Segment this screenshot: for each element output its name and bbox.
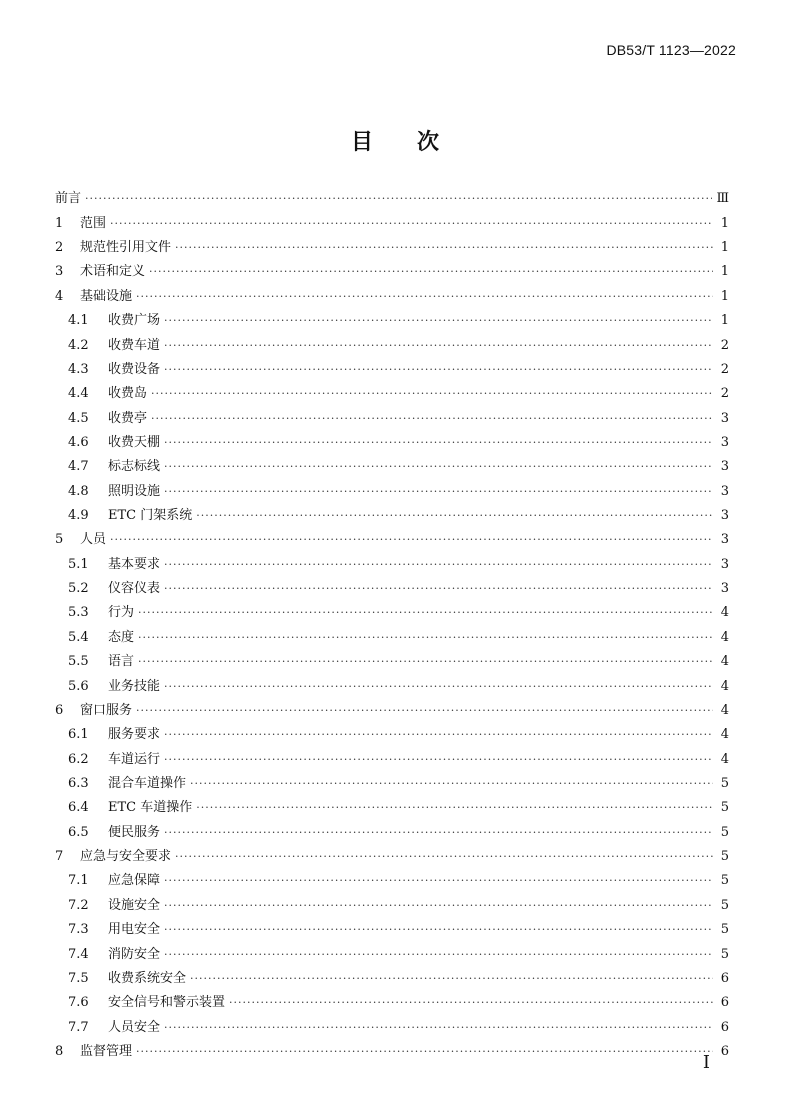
- toc-entry-page: 1: [720, 264, 729, 280]
- toc-entry-title: 收费设备: [108, 361, 161, 377]
- toc-entry-number: 7.2: [68, 897, 89, 913]
- toc-leader-dots: [164, 581, 713, 597]
- toc-entry-page: 3: [720, 483, 729, 499]
- toc-entry-title: 基本要求: [108, 556, 161, 572]
- toc-entry-number: 4.7: [68, 459, 89, 475]
- toc-leader-dots: [151, 411, 713, 427]
- toc-leader-dots: [138, 654, 713, 670]
- toc-entry-number: 4.4: [68, 386, 89, 402]
- toc-leader-dots: [164, 362, 713, 378]
- toc-leader-dots: [190, 971, 713, 987]
- toc-title-char: 次: [417, 129, 440, 155]
- toc-entry-title: 范围: [80, 215, 107, 231]
- toc-entry[interactable]: [55, 621, 729, 645]
- toc-entry-number: 4.8: [68, 483, 89, 499]
- toc-entry[interactable]: [55, 207, 729, 231]
- toc-leader-dots: [164, 727, 713, 743]
- toc-entry-title: 人员: [80, 532, 107, 548]
- toc-entry-page: 6: [720, 1019, 729, 1035]
- toc-leader-dots: [164, 752, 713, 768]
- toc-entry[interactable]: [55, 938, 729, 962]
- toc-entry[interactable]: [55, 548, 729, 572]
- toc-entry-page: 5: [720, 873, 729, 889]
- toc-entry-page: 5: [720, 946, 729, 962]
- toc-entry-title: 业务技能: [108, 678, 161, 694]
- toc-entry-title: 行为: [108, 605, 135, 621]
- toc-leader-dots: [196, 508, 713, 524]
- toc-entry[interactable]: [55, 354, 729, 378]
- toc-entry-page: 2: [720, 337, 729, 353]
- toc-entry-page: 4: [720, 605, 729, 621]
- toc-entry[interactable]: [55, 963, 729, 987]
- toc-entry[interactable]: [55, 768, 729, 792]
- toc-entry-number: 7.1: [68, 873, 89, 889]
- toc-entry-number: 4.6: [68, 434, 89, 450]
- toc-entry-page: 1: [720, 215, 729, 231]
- toc-entry-title: 基础设施: [80, 288, 133, 304]
- toc-leader-dots: [138, 605, 713, 621]
- toc-entry-page: 5: [720, 849, 729, 865]
- toc-entry-page: 2: [720, 361, 729, 377]
- toc-list: [55, 183, 729, 1060]
- toc-entry-number: 5.3: [68, 605, 89, 621]
- toc-entry[interactable]: [55, 378, 729, 402]
- toc-leader-dots: [164, 873, 713, 889]
- toc-entry-title: 收费岛: [108, 386, 148, 402]
- toc-entry[interactable]: [55, 451, 729, 475]
- toc-entry-number: 5.2: [68, 581, 89, 597]
- toc-entry[interactable]: [55, 329, 729, 353]
- toc-leader-dots: [175, 849, 713, 865]
- toc-entry-number: 4.5: [68, 410, 89, 426]
- toc-entry-title: 设施安全: [108, 897, 161, 913]
- toc-entry-number: 5: [55, 532, 64, 548]
- toc-entry-title: 收费车道: [108, 337, 161, 353]
- toc-leader-dots: [190, 776, 713, 792]
- toc-entry-page: 5: [720, 824, 729, 840]
- toc-entry-page: 4: [720, 678, 729, 694]
- toc-entry-page: 6: [720, 1043, 729, 1059]
- toc-entry-title: 前言: [55, 191, 82, 207]
- toc-leader-dots: [138, 630, 713, 646]
- toc-entry-page: 5: [720, 775, 729, 791]
- toc-entry[interactable]: [55, 402, 729, 426]
- toc-leader-dots: [149, 264, 713, 280]
- toc-entry[interactable]: [55, 719, 729, 743]
- toc-entry-page: 2: [720, 386, 729, 402]
- toc-leader-dots: [164, 435, 713, 451]
- toc-entry-title: 安全信号和警示装置: [108, 995, 226, 1011]
- toc-entry-title: 消防安全: [108, 946, 161, 962]
- toc-entry-page: 4: [720, 654, 729, 670]
- toc-entry[interactable]: [55, 524, 729, 548]
- toc-entry[interactable]: [55, 475, 729, 499]
- toc-entry-title: 语言: [108, 654, 135, 670]
- toc-leader-dots: [136, 289, 713, 305]
- toc-entry-page: 4: [720, 751, 729, 767]
- toc-entry-page: 5: [720, 800, 729, 816]
- toc-entry[interactable]: [55, 573, 729, 597]
- toc-title: [0, 125, 790, 156]
- toc-entry[interactable]: [55, 914, 729, 938]
- toc-leader-dots: [164, 1020, 713, 1036]
- toc-entry[interactable]: [55, 305, 729, 329]
- toc-entry-number: 6.5: [68, 824, 89, 840]
- toc-entry-page: 3: [720, 581, 729, 597]
- toc-leader-dots: [151, 386, 713, 402]
- toc-entry-title: 监督管理: [80, 1043, 133, 1059]
- toc-entry-page: 1: [720, 313, 729, 329]
- toc-entry-page: 6: [720, 995, 729, 1011]
- toc-entry-title: ETC 门架系统: [108, 508, 193, 524]
- toc-entry-number: 5.6: [68, 678, 89, 694]
- toc-entry-number: 7.4: [68, 946, 89, 962]
- toc-entry-title: 规范性引用文件: [80, 240, 172, 256]
- toc-leader-dots: [164, 484, 713, 500]
- toc-entry-page: 3: [720, 508, 729, 524]
- toc-entry[interactable]: [55, 865, 729, 889]
- toc-entry-title: 收费系统安全: [108, 970, 187, 986]
- toc-entry-page: Ⅲ: [716, 191, 729, 207]
- toc-entry-title: 服务要求: [108, 727, 161, 743]
- toc-entry-title: 便民服务: [108, 824, 161, 840]
- toc-entry-page: 3: [720, 410, 729, 426]
- toc-entry-number: 1: [55, 215, 64, 231]
- toc-entry[interactable]: [55, 427, 729, 451]
- toc-entry-page: 6: [720, 970, 729, 986]
- toc-entry-number: 4: [55, 288, 64, 304]
- toc-entry-title: 收费广场: [108, 313, 161, 329]
- toc-leader-dots: [110, 216, 713, 232]
- toc-entry-title: 收费天棚: [108, 434, 161, 450]
- toc-entry-title: ETC 车道操作: [108, 800, 193, 816]
- toc-entry-title: 态度: [108, 629, 135, 645]
- toc-entry-number: 4.9: [68, 508, 89, 524]
- toc-leader-dots: [136, 1044, 713, 1060]
- toc-entry-title: 应急与安全要求: [80, 849, 172, 865]
- toc-entry-number: 4.1: [68, 313, 89, 329]
- toc-leader-dots: [164, 338, 713, 354]
- toc-entry-title: 人员安全: [108, 1019, 161, 1035]
- toc-leader-dots: [229, 995, 713, 1011]
- toc-leader-dots: [164, 947, 713, 963]
- toc-entry-number: 6: [55, 702, 64, 718]
- toc-entry[interactable]: [55, 695, 729, 719]
- toc-entry-number: 4.2: [68, 337, 89, 353]
- toc-entry[interactable]: [55, 500, 729, 524]
- page-number: I: [702, 1052, 710, 1073]
- toc-entry-number: 6.4: [68, 800, 89, 816]
- toc-leader-dots: [110, 532, 713, 548]
- toc-entry-number: 7.5: [68, 970, 89, 986]
- toc-entry-number: 6.1: [68, 727, 89, 743]
- toc-leader-dots: [196, 800, 713, 816]
- toc-leader-dots: [164, 679, 713, 695]
- toc-entry[interactable]: [55, 232, 729, 256]
- toc-entry[interactable]: [55, 670, 729, 694]
- toc-leader-dots: [164, 557, 713, 573]
- toc-entry-page: 4: [720, 727, 729, 743]
- toc-entry[interactable]: [55, 183, 729, 207]
- toc-leader-dots: [175, 240, 713, 256]
- toc-entry-page: 3: [720, 532, 729, 548]
- toc-entry-number: 7.6: [68, 995, 89, 1011]
- toc-entry-number: 7: [55, 849, 64, 865]
- toc-entry-page: 5: [720, 922, 729, 938]
- toc-entry-page: 3: [720, 434, 729, 450]
- toc-leader-dots: [164, 313, 713, 329]
- toc-entry-title: 车道运行: [108, 751, 161, 767]
- toc-entry-page: 3: [720, 556, 729, 572]
- toc-entry-page: 3: [720, 459, 729, 475]
- toc-entry[interactable]: [55, 987, 729, 1011]
- toc-entry-page: 4: [720, 702, 729, 718]
- toc-leader-dots: [164, 922, 713, 938]
- toc-entry-number: 3: [55, 264, 64, 280]
- toc-entry-number: 7.3: [68, 922, 89, 938]
- toc-entry-number: 7.7: [68, 1019, 89, 1035]
- toc-leader-dots: [164, 825, 713, 841]
- toc-entry-title: 标志标线: [108, 459, 161, 475]
- toc-entry[interactable]: [55, 1011, 729, 1035]
- toc-entry-page: 1: [720, 240, 729, 256]
- toc-entry[interactable]: [55, 646, 729, 670]
- toc-entry[interactable]: [55, 1036, 729, 1060]
- toc-entry-number: 5.5: [68, 654, 89, 670]
- toc-leader-dots: [85, 191, 712, 207]
- toc-entry-number: 6.3: [68, 775, 89, 791]
- toc-entry-title: 术语和定义: [80, 264, 146, 280]
- toc-entry[interactable]: [55, 841, 729, 865]
- toc-leader-dots: [164, 898, 713, 914]
- toc-entry-page: 4: [720, 629, 729, 645]
- toc-entry-title: 应急保障: [108, 873, 161, 889]
- toc-entry-page: 1: [720, 288, 729, 304]
- toc-entry-title: 仪容仪表: [108, 581, 161, 597]
- toc-entry-title: 照明设施: [108, 483, 161, 499]
- toc-title-char: 目: [350, 129, 373, 155]
- toc-entry[interactable]: [55, 816, 729, 840]
- toc-leader-dots: [164, 459, 713, 475]
- toc-entry-number: 6.2: [68, 751, 89, 767]
- toc-entry-number: 4.3: [68, 361, 89, 377]
- toc-entry-number: 2: [55, 240, 64, 256]
- toc-entry-number: 5.4: [68, 629, 89, 645]
- document-code: DB53/T 1123—2022: [606, 42, 736, 58]
- toc-entry[interactable]: [55, 889, 729, 913]
- toc-entry[interactable]: [55, 280, 729, 304]
- toc-entry-title: 用电安全: [108, 922, 161, 938]
- toc-entry[interactable]: [55, 597, 729, 621]
- toc-entry-number: 8: [55, 1043, 64, 1059]
- toc-entry-title: 收费亭: [108, 410, 148, 426]
- toc-entry-title: 混合车道操作: [108, 775, 187, 791]
- toc-entry-number: 5.1: [68, 556, 89, 572]
- toc-entry-title: 窗口服务: [80, 702, 133, 718]
- toc-entry-page: 5: [720, 897, 729, 913]
- toc-entry[interactable]: [55, 743, 729, 767]
- toc-leader-dots: [136, 703, 713, 719]
- toc-entry[interactable]: [55, 256, 729, 280]
- toc-entry[interactable]: [55, 792, 729, 816]
